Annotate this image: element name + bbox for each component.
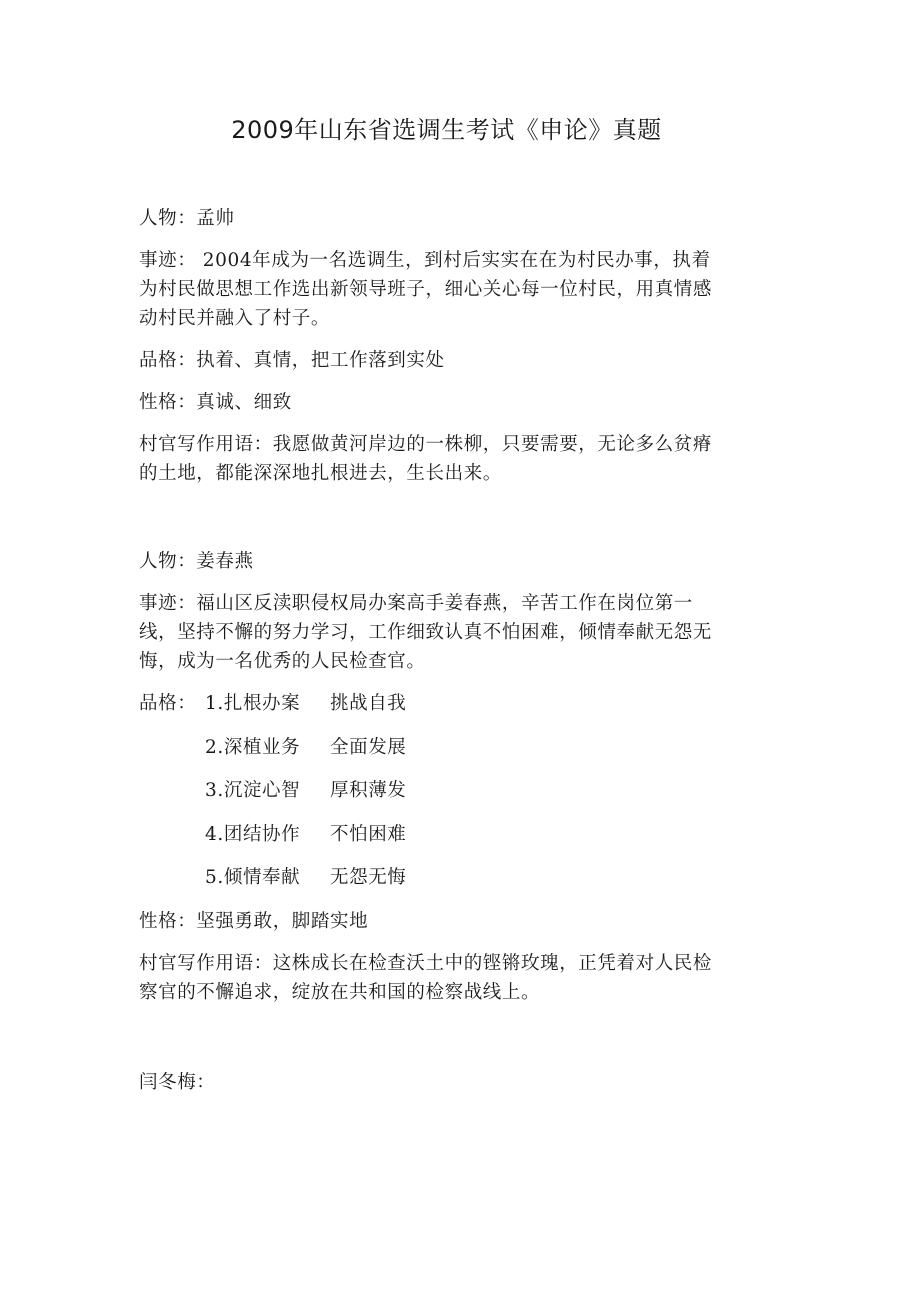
- section-spacer: [139, 501, 729, 547]
- quality-item-secondary: 厚积薄发: [330, 780, 407, 802]
- quality-item: 2.深植业务: [205, 736, 301, 758]
- person-deeds: 事迹： 2004年成为一名选调生，到村后实实在在为村民办事，执着为村民做思想工作选出新领导班子，细心关心每一位村民，用真情感动村民并融入了村子。: [139, 250, 713, 329]
- quality-item-secondary: 全面发展: [330, 736, 407, 758]
- section-spacer: [139, 1020, 729, 1068]
- quality-item-secondary: 不怕困难: [330, 823, 407, 845]
- quality-row: [139, 689, 729, 718]
- document-body: [139, 204, 729, 1110]
- person-quality: 品格：执着、真情，把工作落到实处: [139, 350, 445, 371]
- quality-item-secondary: 挑战自我: [330, 693, 407, 714]
- person-name: 人物：姜春燕: [139, 551, 254, 572]
- person-motto: 村官写作用语：这株成长在检查沃土中的铿锵玫瑰，正凭着对人民检察官的不懈追求，绽放在共和国的检察战线上。: [139, 952, 713, 1003]
- person-section-2: [139, 547, 729, 1007]
- quality-item: 5.倾情奉献: [205, 867, 301, 889]
- person-character: 性格：真诚、细致: [139, 392, 292, 413]
- person-motto: 村官写作用语：我愿做黄河岸边的一株柳，只要需要，无论多么贫瘠的土地，都能深深地扎根进去，生长出来。: [139, 434, 713, 484]
- person-deeds: 事迹：福山区反渎职侵权局办案高手姜春燕，辛苦工作在岗位第一线，坚持不懈的努力学习，工作细致认真不怕困难，倾情奉献无怨无悔，成为一名优秀的人民检查官。: [139, 593, 713, 672]
- quality-item: 1.扎根办案: [205, 693, 301, 714]
- quality-item: 3.沉淀心智: [205, 780, 301, 802]
- document-title: 2009年山东省选调生考试《申论》真题: [231, 116, 662, 144]
- person-name: 闫冬梅：: [139, 1071, 216, 1093]
- person-section-1: [139, 204, 729, 488]
- person-name: 人物：孟帅: [139, 208, 235, 229]
- person-character: 性格：坚强勇敢，脚踏实地: [139, 910, 369, 932]
- quality-row: [139, 820, 729, 849]
- quality-row: [139, 733, 729, 762]
- person-section-3: [139, 1068, 729, 1097]
- quality-row: [139, 863, 729, 892]
- quality-item-secondary: 无怨无悔: [330, 867, 407, 889]
- quality-row: [139, 776, 729, 805]
- quality-label: 品格：: [139, 693, 197, 714]
- quality-item: 4.团结协作: [205, 823, 301, 845]
